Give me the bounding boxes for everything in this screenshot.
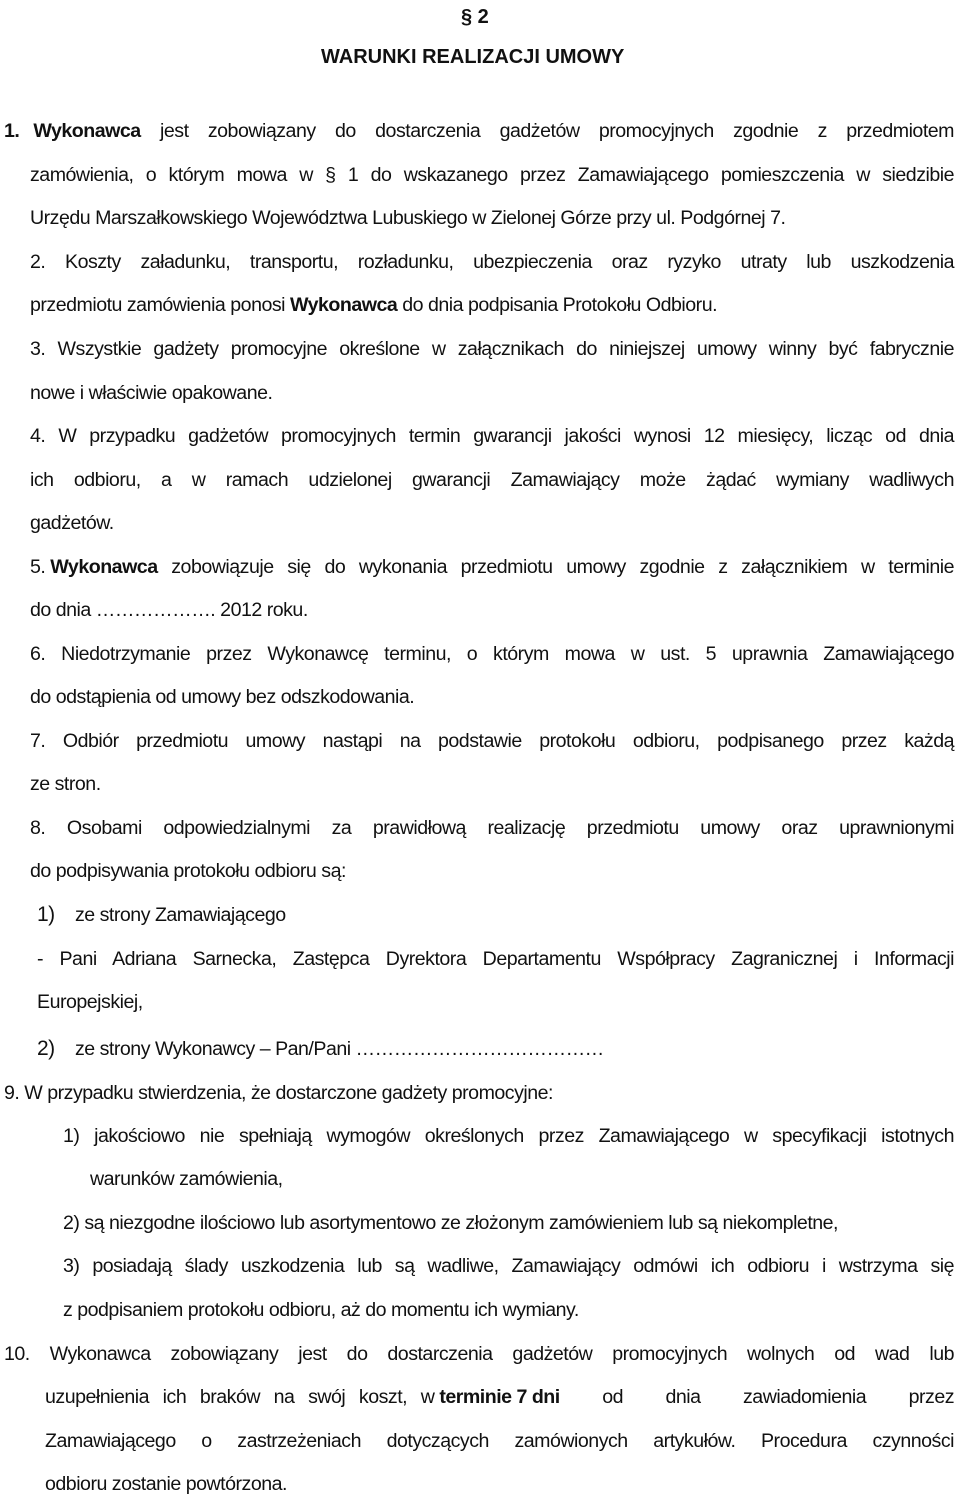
paragraph-1-text: jest zobowiązany do dostarczenia gadżetów promocyjnych zgodnie z przedmiotem — [140, 120, 954, 142]
section-number: § 2 — [461, 6, 489, 28]
paragraph-10-line-3: Zamawiającego o zastrzeżeniach dotyczących zamówionych artykułów. Procedura czynności — [45, 1430, 954, 1452]
signatory-2-number: 2) — [37, 1037, 55, 1060]
paragraph-5-bold-wykonawca: Wykonawca — [50, 556, 158, 578]
paragraph-10-bold-deadline: terminie 7 dni — [439, 1386, 560, 1408]
paragraph-4-line-2: ich odbioru, a w ramach udzielonej gwarancji Zamawiający może żądać wymiany wadliwych — [30, 469, 954, 491]
paragraph-4-line-1: 4. W przypadku gadżetów promocyjnych termin gwarancji jakości wynosi 12 miesięcy, licząc od dnia — [30, 425, 954, 447]
paragraph-5-line-2: do dnia ………………. 2012 roku. — [30, 599, 308, 621]
paragraph-3-line-2: nowe i właściwie opakowane. — [30, 382, 273, 404]
paragraph-10-line-1: 10. Wykonawca zobowiązany jest do dostarczenia gadżetów promocyjnych wolnych od wad lub — [4, 1343, 954, 1365]
paragraph-2-text-a: przedmiotu zamówienia ponosi — [30, 294, 290, 316]
document-title: WARUNKI REALIZACJI UMOWY — [321, 46, 625, 68]
paragraph-10-text-b: od dnia zawiadomienia przez — [559, 1386, 955, 1408]
paragraph-1-line-2: zamówienia, o którym mowa w § 1 do wskazanego przez Zamawiającego pomieszczenia w siedzibie — [30, 164, 954, 186]
paragraph-8-line-2: do podpisywania protokołu odbioru są: — [30, 860, 346, 882]
paragraph-7-line-1: 7. Odbiór przedmiotu umowy nastąpi na podstawie protokołu odbioru, podpisanego przez każdą — [30, 730, 954, 752]
paragraph-10-line-4: odbioru zostanie powtórzona. — [45, 1473, 287, 1495]
paragraph-1-line-3: Urzędu Marszałkowskiego Województwa Lubuskiego w Zielonej Górze przy ul. Podgórnej 7. — [30, 207, 786, 229]
paragraph-8-line-1: 8. Osobami odpowiedzialnymi za prawidłową realizację przedmiotu umowy oraz uprawnionymi — [30, 817, 954, 839]
signatory-1-line-1: - Pani Adriana Sarnecka, Zastępca Dyrektora Departamentu Współpracy Zagranicznej i Informacji — [37, 948, 954, 970]
paragraph-1-number: 1. — [4, 120, 20, 142]
paragraph-9-item-1-line-2: warunków zamówienia, — [90, 1168, 283, 1190]
paragraph-2-bold-wykonawca: Wykonawca — [289, 294, 398, 316]
paragraph-6-line-2: do odstąpienia od umowy bez odszkodowania. — [30, 686, 415, 708]
paragraph-9-item-2: 2) są niezgodne ilościowo lub asortymentowo ze złożonym zamówieniem lub są niekompletne, — [63, 1212, 838, 1234]
paragraph-1-line-1 — [4, 119, 954, 143]
paragraph-7-line-2: ze stron. — [30, 773, 101, 795]
signatory-1-number: 1) — [37, 903, 55, 926]
paragraph-6-line-1: 6. Niedotrzymanie przez Wykonawcę terminu, o którym mowa w ust. 5 uprawnia Zamawiającego — [30, 643, 954, 665]
paragraph-2-line-1: 2. Koszty załadunku, transportu, rozładunku, ubezpieczenia oraz ryzyko utraty lub uszkodzenia — [30, 251, 954, 273]
signatory-1-line-2: Europejskiej, — [37, 991, 143, 1013]
paragraph-5-line-1 — [30, 555, 954, 579]
paragraph-3-line-1: 3. Wszystkie gadżety promocyjne określone w załącznikach do niniejszej umowy winny być fabrycznie — [30, 338, 954, 360]
signatory-2-heading: ze strony Wykonawcy – Pan/Pani ………………………………… — [75, 1038, 604, 1060]
signatory-1-heading: ze strony Zamawiającego — [75, 904, 286, 926]
paragraph-4-line-3: gadżetów. — [30, 512, 114, 534]
paragraph-9-item-3-line-2: z podpisaniem protokołu odbioru, aż do momentu ich wymiany. — [63, 1299, 579, 1321]
paragraph-9-line-1: 9. W przypadku stwierdzenia, że dostarczone gadżety promocyjne: — [4, 1082, 553, 1104]
paragraph-10-line-2 — [45, 1385, 954, 1409]
paragraph-2-text-b: do dnia podpisania Protokołu Odbioru. — [397, 294, 718, 316]
paragraph-1-bold-wykonawca: Wykonawca — [33, 120, 141, 142]
paragraph-5-text: zobowiązuje się do wykonania przedmiotu umowy zgodnie z załącznikiem w terminie — [157, 556, 954, 578]
paragraph-9-item-3-line-1: 3) posiadają ślady uszkodzenia lub są wadliwe, Zamawiający odmówi ich odbioru i wstrzyma się — [63, 1255, 954, 1277]
paragraph-5-number: 5. — [30, 556, 51, 578]
paragraph-10-text-a: uzupełnienia ich braków na swój koszt, w — [45, 1386, 440, 1408]
paragraph-2-line-2 — [30, 293, 717, 317]
paragraph-9-item-1-line-1: 1) jakościowo nie spełniają wymogów określonych przez Zamawiającego w specyfikacji istotnych — [63, 1125, 954, 1147]
